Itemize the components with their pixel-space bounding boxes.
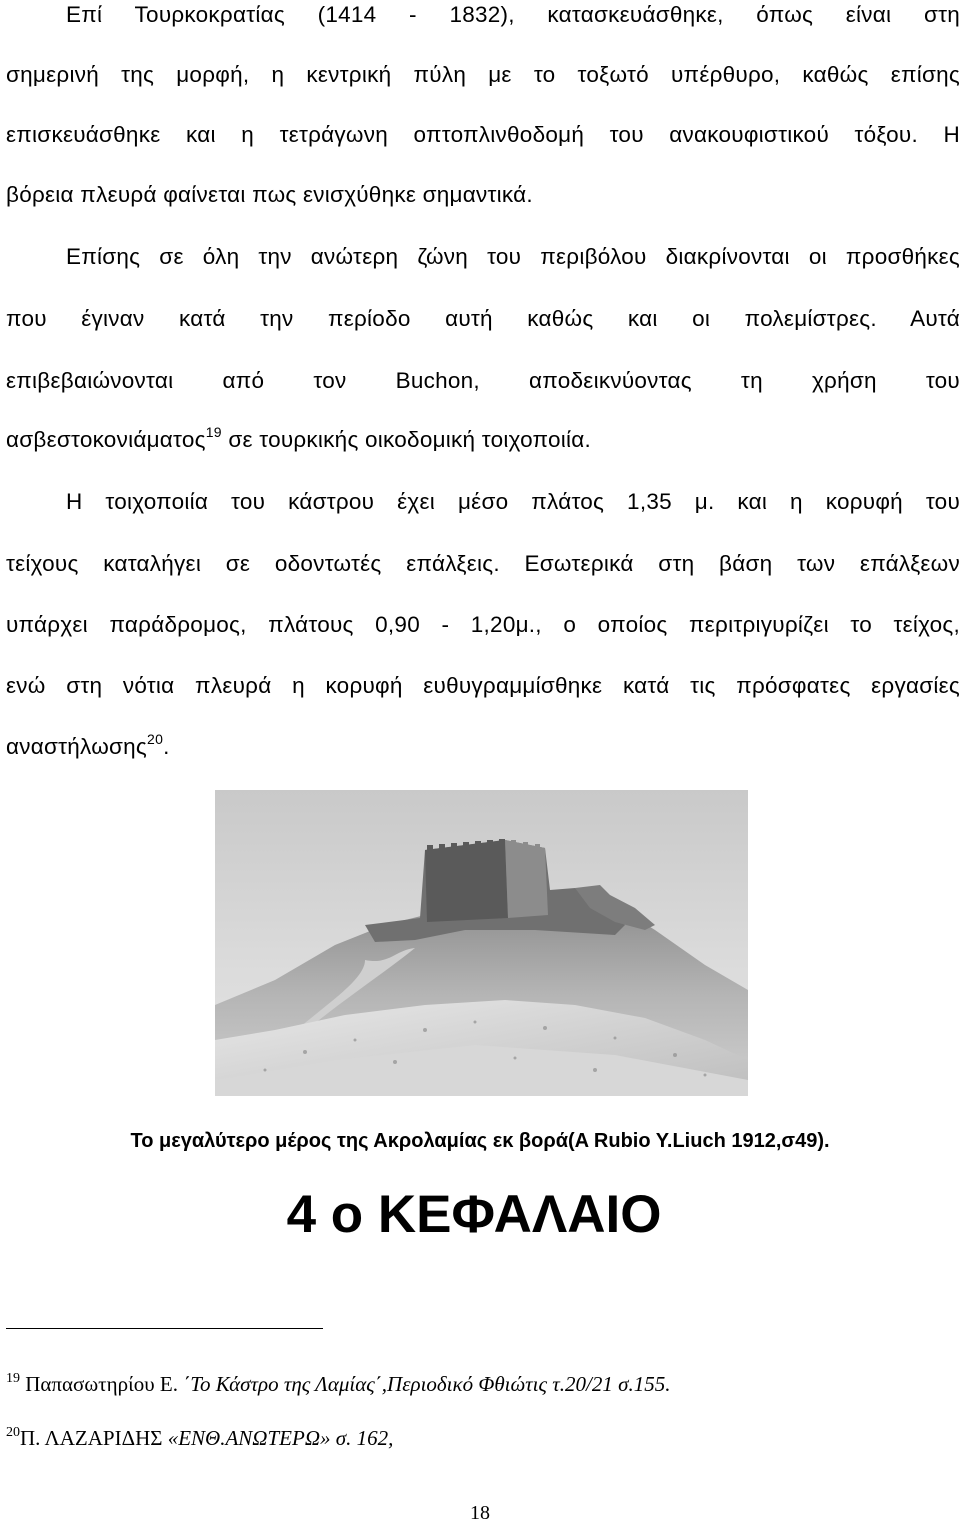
body-line-10: τείχους καταλήγει σε οδοντωτές επάλξεις. Εσωτερικά στη βάση των επάλξεων xyxy=(6,551,960,576)
footnote-19 xyxy=(6,1372,670,1397)
footnote-20-mark: 20 xyxy=(6,1425,20,1440)
body-line-8 xyxy=(6,425,960,455)
body-line-11: υπάρχει παράδρομος, πλάτους 0,90 - 1,20μ., ο οποίος περιτριγυρίζει το τείχος, xyxy=(6,612,960,637)
photo-caption: Το μεγαλύτερο μέρος της Ακρολαμίας εκ βορά(A Rubio Y.Liuch 1912,σ49). xyxy=(130,1130,830,1152)
body-line-13-text: αναστήλωσης xyxy=(6,734,148,759)
body-line-8-rest: σε τουρκικής οικοδομική τοιχοποιία. xyxy=(228,427,592,452)
body-line-7: επιβεβαιώνονται από τον Buchon, αποδεικνύοντας τη χρήση του xyxy=(6,368,960,393)
footnote-20-rest: «ΕΝΘ.ΑΝΩΤΕΡΩ» σ. 162, xyxy=(167,1426,394,1450)
body-line-8-text: ασβεστοκονιάματος xyxy=(6,427,206,452)
footnote-separator xyxy=(6,1328,323,1329)
body-line-2: σημερινή της μορφή, η κεντρική πύλη με το τοξωτό υπέρθυρο, καθώς επίσης xyxy=(6,62,960,87)
footnote-19-mark: 19 xyxy=(6,1371,20,1386)
body-line-1: Επί Τουρκοκρατίας (1414 - 1832), κατασκευάσθηκε, όπως είναι στη xyxy=(66,2,960,27)
footnote-ref-20[interactable]: 20 xyxy=(147,731,164,747)
body-line-6: που έγιναν κατά την περίοδο αυτή καθώς και οι πολεμίστρες. Αυτά xyxy=(6,306,960,331)
body-line-13 xyxy=(6,732,960,762)
footnote-19-title: ΄Το Κάστρο της Λαμίας΄ xyxy=(183,1372,382,1396)
body-line-5: Επίσης σε όλη την ανώτερη ζώνη του περιβόλου διακρίνονται οι προσθήκες xyxy=(66,244,960,269)
body-line-12: ενώ στη νότια πλευρά η κορυφή ευθυγραμμίσθηκε κατά τις πρόσφατες εργασίες xyxy=(6,673,960,698)
footnote-19-rest: ,Περιοδικό Φθιώτις τ.20/21 σ.155. xyxy=(381,1372,671,1396)
footnote-19-author: Παπασωτηρίου Ε. xyxy=(25,1372,184,1396)
body-line-3: επισκευάσθηκε και η τετράγωνη οπτοπλινθοδομή του ανακουφιστικού τόξου. Η xyxy=(6,122,960,147)
page-number: 18 xyxy=(470,1502,490,1524)
body-line-13-period: . xyxy=(163,734,170,759)
footnote-20 xyxy=(6,1426,393,1451)
body-line-4: βόρεια πλευρά φαίνεται πως ενισχύθηκε σημαντικά. xyxy=(6,182,533,207)
castle-photo xyxy=(215,790,748,1096)
body-line-9: Η τοιχοποιία του κάστρου έχει μέσο πλάτος 1,35 μ. και η κορυφή του xyxy=(66,489,960,514)
footnote-ref-19[interactable]: 19 xyxy=(205,424,222,440)
footnote-20-author: Π. ΛΑΖΑΡΙΔΗΣ xyxy=(20,1426,168,1450)
chapter-title: 4 ο ΚΕΦΑΛΑΙΟ xyxy=(286,1185,662,1244)
